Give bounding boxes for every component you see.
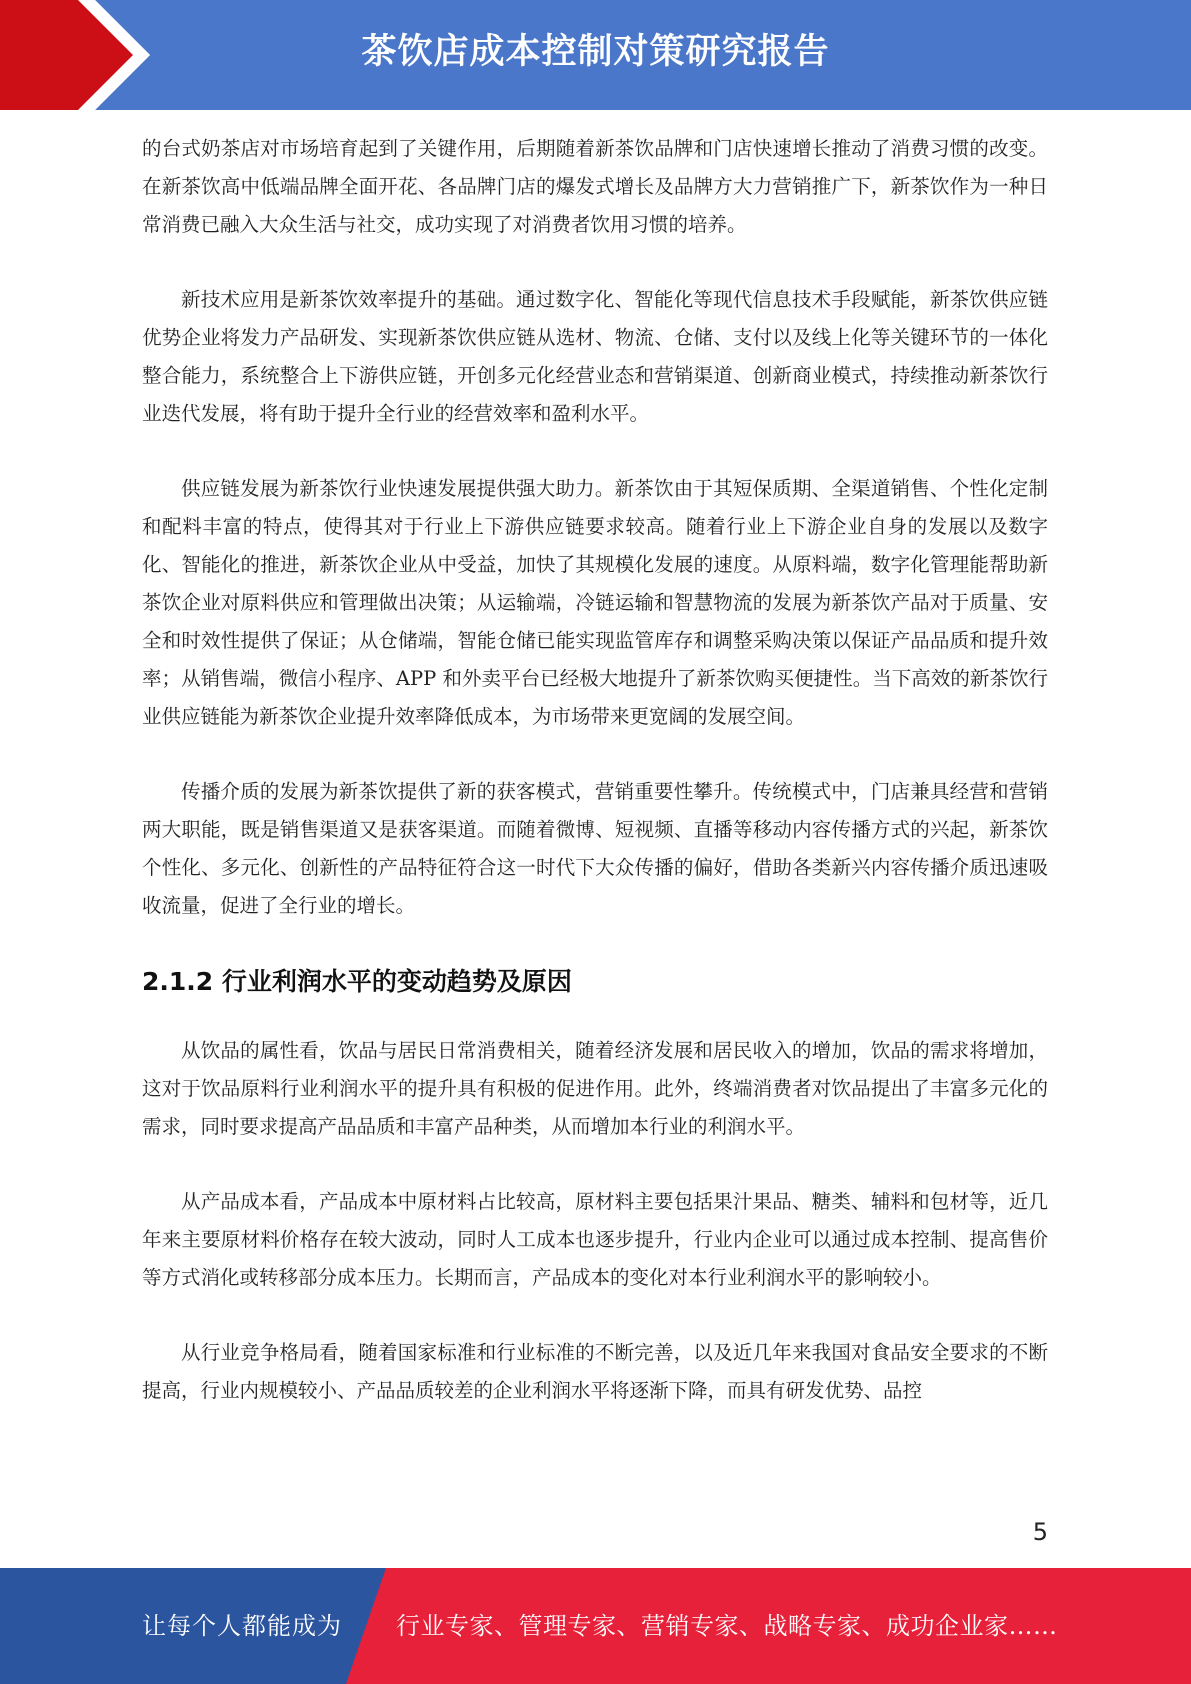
paragraph-supply-chain: 供应链发展为新茶饮行业快速发展提供强大助力。新茶饮由于其短保质期、全渠道销售、个性化定制和配料丰富的特点，使得其对于行业上下游供应链要求较高。随着行业上下游企业自身的发展以及数字化、智能化的推进，新茶饮企业从中受益，加快了其规模化发展的速度。从原料端，数字化管理能帮助新茶饮企业对原料供应和管理做出决策；从运输端，冷链运输和智慧物流的发展为新茶饮产品对于质量、安全和时效性提供了保证；从仓储端，智能仓储已能实现监管库存和调整采购决策以保证产品品质和提升效率；从销售端，微信小程序、APP 和外卖平台已经极大地提升了新茶饮购买便捷性。当下高效的新茶饮行业供应链能为新茶饮企业提升效率降低成本，为市场带来更宽阔的发展空间。 xyxy=(142,477,1048,728)
section-heading: 2.1.2 行业利润水平的变动趋势及原因 xyxy=(142,967,572,996)
footer-slogan-right: 行业专家、管理专家、营销专家、战略专家、成功企业家…… xyxy=(396,1612,1058,1640)
paragraph-beverage-attributes: 从饮品的属性看，饮品与居民日常消费相关，随着经济发展和居民收入的增加，饮品的需求将增加，这对于饮品原料行业利润水平的提升具有积极的促进作用。此外，终端消费者对饮品提出了丰富多元化的需求，同时要求提高产品品质和丰富产品种类，从而增加本行业的利润水平。 xyxy=(142,1039,1048,1138)
report-title: 茶饮店成本控制对策研究报告 xyxy=(361,32,830,72)
document-body xyxy=(142,130,1048,1447)
paragraph-continuation: 的台式奶茶店对市场培育起到了关键作用，后期随着新茶饮品牌和门店快速增长推动了消费习惯的改变。在新茶饮高中低端品牌全面开花、各品牌门店的爆发式增长及品牌方大力营销推广下，新茶饮作为一种日常消费已融入大众生活与社交，成功实现了对消费者饮用习惯的培养。 xyxy=(142,137,1048,236)
page-header xyxy=(0,0,1191,110)
footer-slogan-left: 让每个人都能成为 xyxy=(142,1612,342,1640)
paragraph-product-cost: 从产品成本看，产品成本中原材料占比较高，原材料主要包括果汁果品、糖类、辅料和包材等，近几年来主要原材料价格存在较大波动，同时人工成本也逐步提升，行业内企业可以通过成本控制、提高售价等方式消化或转移部分成本压力。长期而言，产品成本的变化对本行业利润水平的影响较小。 xyxy=(142,1190,1048,1289)
paragraph-competition: 从行业竞争格局看，随着国家标准和行业标准的不断完善，以及近几年来我国对食品安全要求的不断提高，行业内规模较小、产品品质较差的企业利润水平将逐渐下降，而具有研发优势、品控 xyxy=(142,1341,1048,1402)
paragraph-media: 传播介质的发展为新茶饮提供了新的获客模式，营销重要性攀升。传统模式中，门店兼具经营和营销两大职能，既是销售渠道又是获客渠道。而随着微博、短视频、直播等移动内容传播方式的兴起，新茶饮个性化、多元化、创新性的产品特征符合这一时代下大众传播的偏好，借助各类新兴内容传播介质迅速吸收流量，促进了全行业的增长。 xyxy=(142,780,1048,917)
page-footer xyxy=(0,1568,1191,1684)
paragraph-new-technology: 新技术应用是新茶饮效率提升的基础。通过数字化、智能化等现代信息技术手段赋能，新茶饮供应链优势企业将发力产品研发、实现新茶饮供应链从选材、物流、仓储、支付以及线上化等关键环节的一体化整合能力，系统整合上下游供应链，开创多元化经营业态和营销渠道、创新商业模式，持续推动新茶饮行业迭代发展，将有助于提升全行业的经营效率和盈利水平。 xyxy=(142,288,1048,425)
page-number: 5 xyxy=(1032,1518,1048,1546)
header-arrow-decoration xyxy=(0,0,160,110)
